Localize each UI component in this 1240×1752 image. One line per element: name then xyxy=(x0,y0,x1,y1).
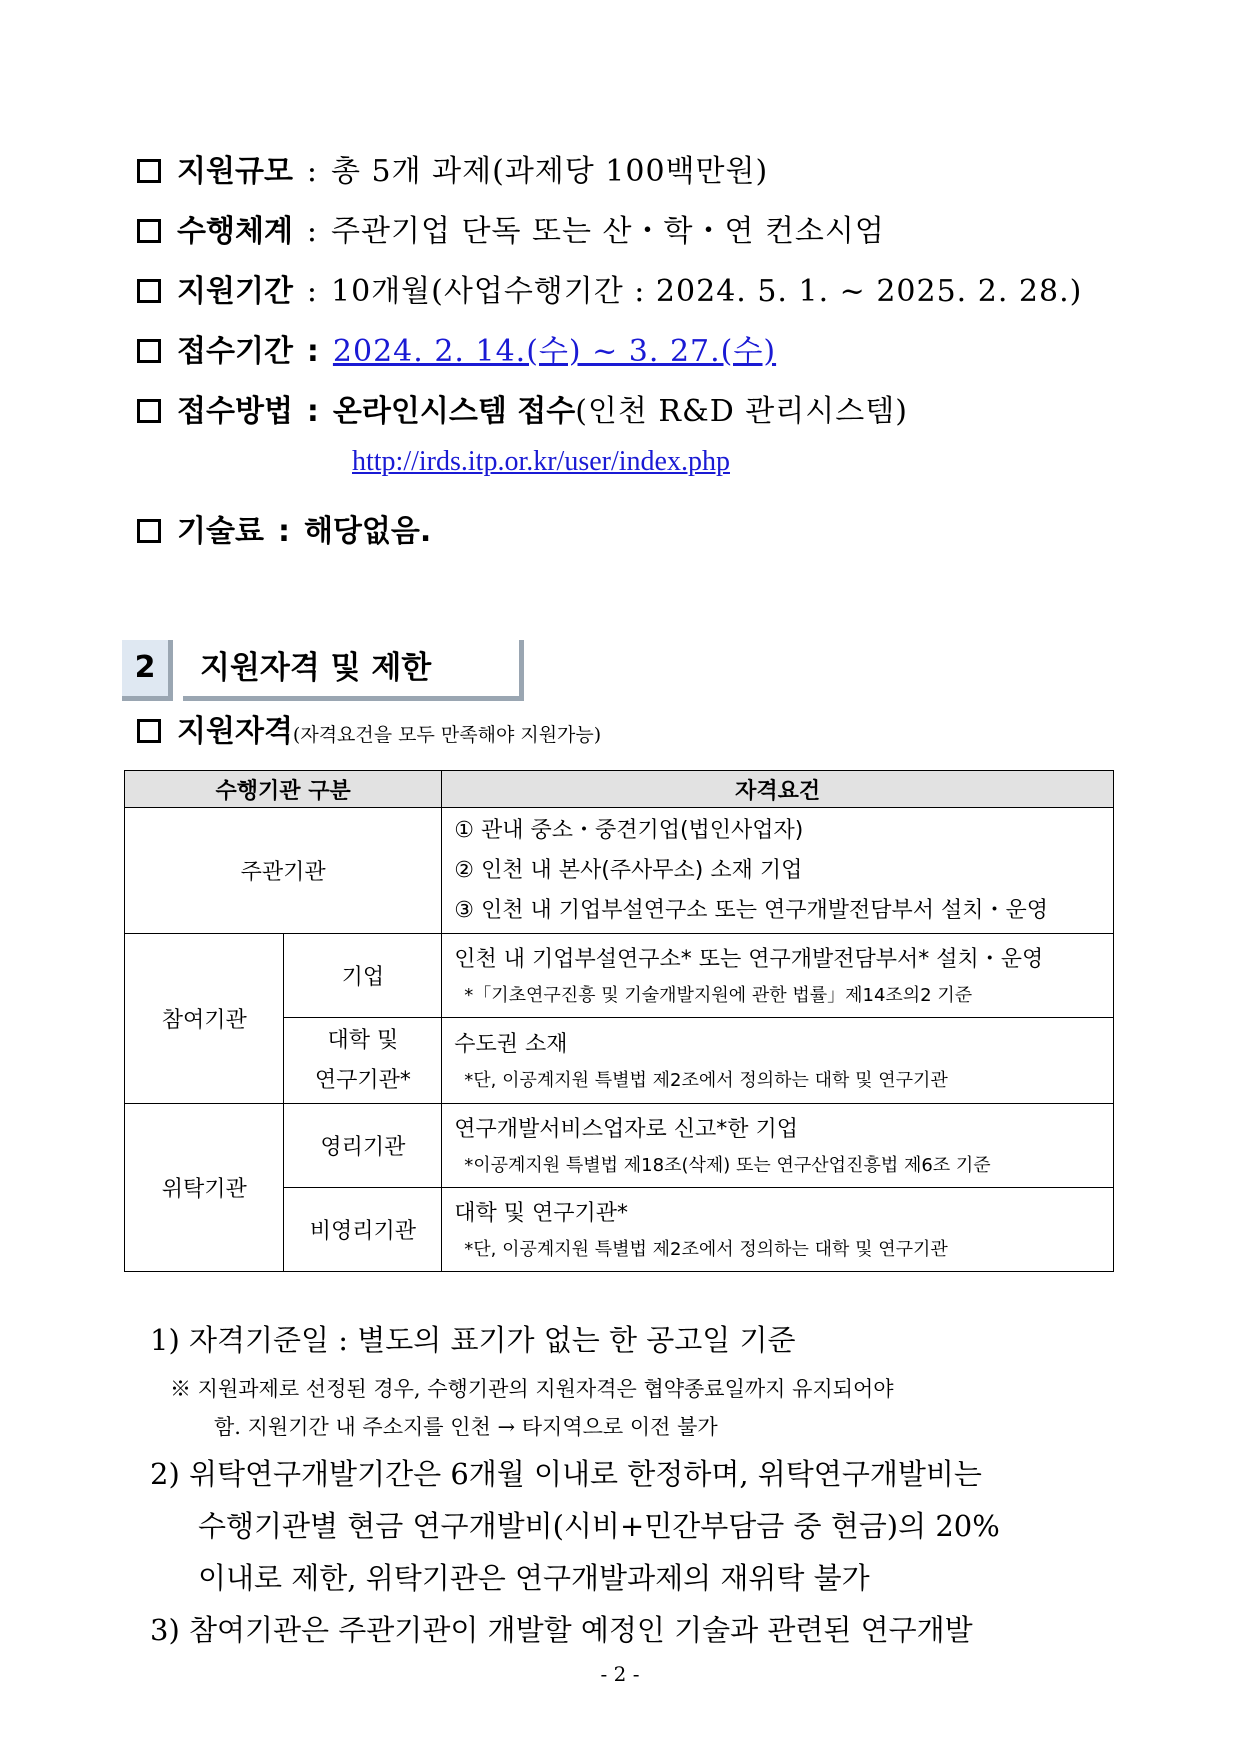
table-row-lead xyxy=(125,808,1114,934)
condition-note: *단, 이공계지원 특별법 제2조에서 정의하는 대학 및 연구기관 xyxy=(464,1069,948,1091)
participating-condition-cell xyxy=(442,1018,1114,1104)
item-support-scale: 지원규모 : 총 5개 과제(과제당 100백만원) xyxy=(137,152,768,192)
item-value: 해당없음. xyxy=(303,514,432,549)
header-org-type: 수행기관 구분 xyxy=(125,771,442,808)
item-value: 10개월(사업수행기간 : 2024. 5. 1. ~ 2025. 2. 28.) xyxy=(331,274,1083,309)
condition-line: ② 인천 내 본사(주사무소) 소재 기업 xyxy=(454,857,803,883)
lead-org-name: 주관기관 xyxy=(125,808,442,934)
condition-line: 인천 내 기업부설연구소* 또는 연구개발전담부서* 설치・운영 xyxy=(454,946,1044,972)
application-period-value: 2024. 2. 14.(수) ~ 3. 27.(수) xyxy=(332,334,777,369)
consigned-org-name: 위탁기관 xyxy=(125,1104,284,1272)
lead-conditions xyxy=(442,808,1114,934)
condition-note: *「기초연구진흥 및 기술개발지원에 관한 법률」제14조의2 기준 xyxy=(464,984,973,1006)
checkbox-bullet-icon xyxy=(137,159,161,183)
checkbox-bullet-icon xyxy=(137,719,161,743)
qualification-heading xyxy=(137,712,601,755)
participating-condition-cell xyxy=(442,934,1114,1018)
item-execution-structure: 수행체계 : 주관기업 단독 또는 산・학・연 컨소시엄 xyxy=(137,212,885,252)
consigned-type: 비영리기관 xyxy=(284,1188,442,1272)
condition-note: *이공계지원 특별법 제18조(삭제) 또는 연구산업진흥법 제6조 기준 xyxy=(464,1154,991,1176)
item-label: 기술료 xyxy=(177,514,264,549)
item-support-period: 지원기간 : 10개월(사업수행기간 : 2024. 5. 1. ~ 2025. 2. 28.) xyxy=(137,272,1082,312)
condition-line: 수도권 소재 xyxy=(454,1031,568,1057)
consigned-type: 영리기관 xyxy=(284,1104,442,1188)
note-2-line2: 수행기관별 현금 연구개발비(시비+민간부담금 중 현금)의 20% xyxy=(198,1509,1000,1543)
condition-line: ① 관내 중소・중견기업(법인사업자) xyxy=(454,817,804,843)
condition-line: ③ 인천 내 기업부설연구소 또는 연구개발전담부서 설치・운영 xyxy=(454,897,1048,923)
note-1-sub-line1: ※ 지원과제로 선정된 경우, 수행기관의 지원자격은 협약종료일까지 유지되어야 xyxy=(170,1377,894,1401)
item-application-period: 접수기간 : 2024. 2. 14.(수) ~ 3. 27.(수) xyxy=(137,332,776,372)
note-2-line1: 2) 위탁연구개발기간은 6개월 이내로 한정하며, 위탁연구개발비는 xyxy=(150,1457,982,1491)
item-label: 수행체계 xyxy=(177,214,293,249)
note-1: 1) 자격기준일 : 별도의 표기가 없는 한 공고일 기준 xyxy=(150,1323,796,1357)
section-number: 2 xyxy=(122,640,173,701)
table-header-row xyxy=(125,771,1114,808)
item-label: 지원기간 xyxy=(177,274,293,309)
condition-note: *단, 이공계지원 특별법 제2조에서 정의하는 대학 및 연구기관 xyxy=(464,1238,948,1260)
checkbox-bullet-icon xyxy=(137,399,161,423)
participating-org-name: 참여기관 xyxy=(125,934,284,1104)
item-tech-fee: 기술료 : 해당없음. xyxy=(137,512,431,552)
checkbox-bullet-icon xyxy=(137,279,161,303)
item-application-method: 접수방법 : 온라인시스템 접수(인천 R&D 관리시스템) xyxy=(137,392,908,432)
item-label: 접수기간 xyxy=(177,334,293,369)
item-label: 지원규모 xyxy=(177,154,293,189)
consigned-condition-cell xyxy=(442,1188,1114,1272)
note-3: 3) 참여기관은 주관기관이 개발할 예정인 기술과 관련된 연구개발 xyxy=(150,1613,973,1647)
checkbox-bullet-icon xyxy=(137,519,161,543)
table-row-participating-company xyxy=(125,934,1114,1018)
system-url-link[interactable]: http://irds.itp.or.kr/user/index.php xyxy=(352,446,730,477)
section-title: 지원자격 및 제한 xyxy=(200,650,432,686)
page-number: - 2 - xyxy=(600,1662,640,1686)
item-value: (인천 R&D 관리시스템) xyxy=(575,394,908,429)
qualification-note: (자격요건을 모두 만족해야 지원가능) xyxy=(292,724,602,746)
checkbox-bullet-icon xyxy=(137,219,161,243)
condition-line: 대학 및 연구기관* xyxy=(454,1200,628,1226)
table-row-consigned-profit xyxy=(125,1104,1114,1188)
item-label: 접수방법 xyxy=(177,394,293,429)
qualification-table xyxy=(124,770,1114,1272)
consigned-condition-cell xyxy=(442,1104,1114,1188)
header-requirements: 자격요건 xyxy=(442,771,1114,808)
condition-line: 연구개발서비스업자로 신고*한 기업 xyxy=(454,1116,799,1142)
note-2-line3: 이내로 제한, 위탁기관은 연구개발과제의 재위탁 불가 xyxy=(198,1561,870,1595)
item-value: 총 5개 과제(과제당 100백만원) xyxy=(331,154,769,189)
checkbox-bullet-icon xyxy=(137,339,161,363)
qualification-label: 지원자격 xyxy=(177,714,293,749)
item-value-bold: 온라인시스템 접수 xyxy=(332,394,576,429)
note-1-sub-line2: 함. 지원기간 내 주소지를 인천 → 타지역으로 이전 불가 xyxy=(214,1415,718,1439)
item-value: 주관기업 단독 또는 산・학・연 컨소시엄 xyxy=(331,214,885,249)
participating-type: 대학 및 연구기관* xyxy=(284,1018,442,1104)
participating-type: 기업 xyxy=(284,934,442,1018)
